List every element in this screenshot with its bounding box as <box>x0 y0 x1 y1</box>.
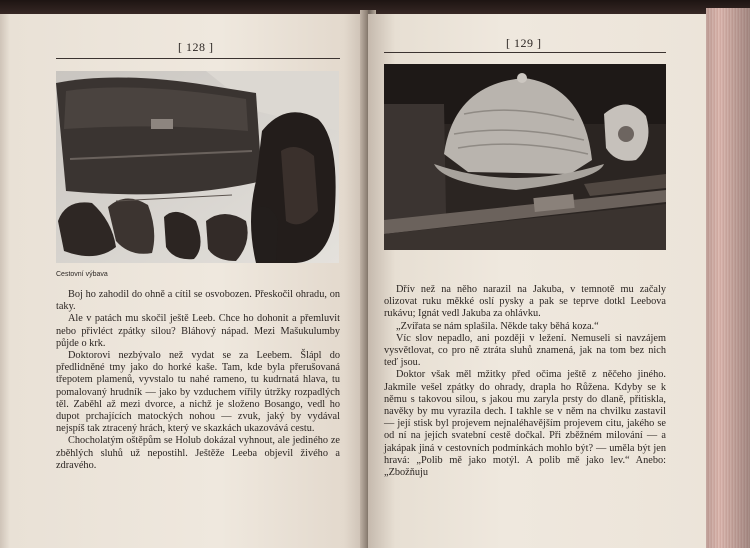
paragraph: Chocholatým oštěpům se Holub dokázal vyhnout, ale jediného ze zběhlých sluhů už nepostihl. Ještěže Leeba objevil živého a zdravého. <box>56 435 340 471</box>
paragraph: Doktorovi nezbývalo než vydat se za Leebem. Šlápl do předlidněné tmy jako do horké kaše. Tam, kde byla přerušovaná třepotem plamenů, vyvstalo tu nahé rameno, tu kudrnatá hlava, tu pomalovaný hrudník — jako by vzduchem vířily útržky rozpadlých těl. Zaběhl až mezi dvorce, a nichž je složeno Bosango, vedl ho dupot prchajících matockých nohou — zvuk, jaký by vydával nejspíš tak ztracený hrách, který ve skazkách ukazovává cestu. <box>56 350 340 435</box>
page-number-right: [ 129 ] <box>506 36 542 50</box>
paragraph: Doktor však měl mžitky před očima ještě z něčeho jiného. Jakmile vešel zpátky do ohrady, drapla ho Růžena. Kdyby se k němu s takovou silou, s jakou mu zaryla prsty do dlaně, přitiskla, navěky by mu vyrazila dech. I takhle se v něm na chvilku zastavil — její stisk byl projevem nejnaléhavějším projevem citu, jakého se od ní na jejích svatební cestě dočkal. Při zběžném milování — a jakápak jiná v cestovních podmínkách mohlo být? — uměla být jen hravá: „Polib mě jako motýl. A polib mě jako lev.“ Anebo: „Zbožňuju <box>384 369 666 479</box>
photo-travel-equipment <box>56 71 339 263</box>
page-number-left: [ 128 ] <box>178 40 214 54</box>
paragraph: Dřív než na něho narazil na Jakuba, v temnotě mu začaly olizovat ruku měkké oslí pysky a pak se teprve dotkl Leebova rukávu; Ignát vedl Jakuba za ohlávku. <box>384 284 666 320</box>
photo-helmet-and-rifle <box>384 64 666 250</box>
paragraph: „Zvířata se nám splašila. Někde taky běhá koza.“ <box>396 320 599 332</box>
page-fore-edge <box>706 8 750 548</box>
photo-caption: Cestovní výbava <box>56 271 108 278</box>
travel-equipment-photo <box>56 71 339 263</box>
helmet-rifle-photo <box>384 64 666 250</box>
right-page <box>368 14 708 548</box>
header-rule-right <box>384 52 666 53</box>
left-page-body <box>56 289 340 472</box>
header-rule-left <box>56 58 340 59</box>
paragraph: Víc slov nepadlo, ani později v ležení. Nemuseli si navzájem vysvětlovat, co pro ně ztráta sluhů znamená, jak na tom bez nich teď jsou. <box>384 332 666 369</box>
right-page-body <box>384 284 666 479</box>
paragraph: Boj ho zahodil do ohně a cítil se osvobozen. Přeskočil ohradu, on taky. <box>56 289 340 313</box>
left-page <box>0 14 366 548</box>
paragraph: Ale v patách mu skočil ještě Leeb. Chce ho dohonit a přemluvit nebo přivléct zpátky silou? Bláhový nápad. Mezi Mašukulumby půjde o krk. <box>56 313 340 349</box>
